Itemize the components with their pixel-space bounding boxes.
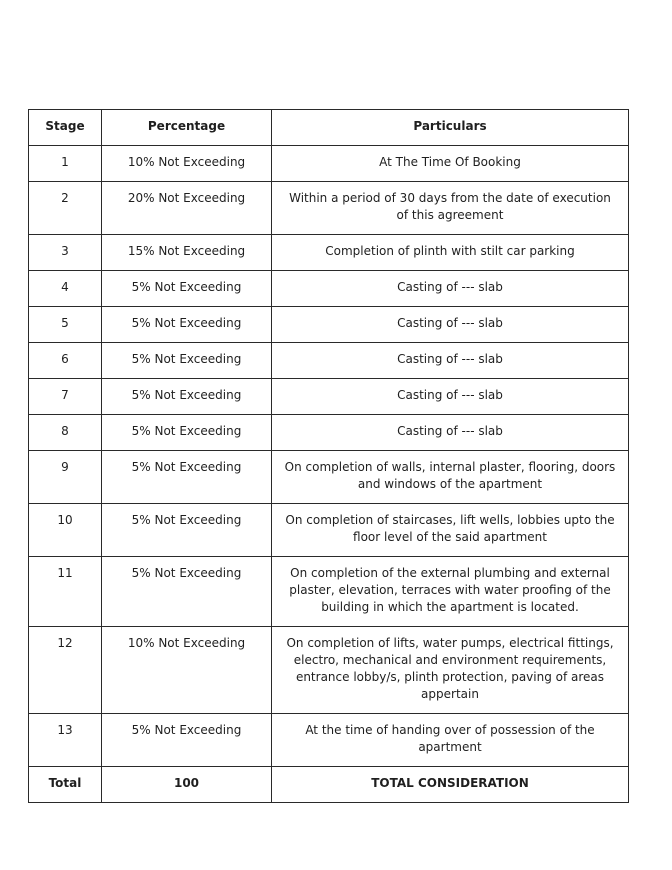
percentage-cell: 15% Not Exceeding — [102, 235, 272, 271]
particulars-cell: Casting of --- slab — [272, 271, 629, 307]
table-row — [29, 627, 629, 714]
table-row — [29, 307, 629, 343]
table-row — [29, 146, 629, 182]
percentage-cell: 5% Not Exceeding — [102, 557, 272, 627]
percentage-cell: 5% Not Exceeding — [102, 343, 272, 379]
header-stage: Stage — [29, 110, 102, 146]
percentage-cell: 10% Not Exceeding — [102, 627, 272, 714]
particulars-cell: Completion of plinth with stilt car parking — [272, 235, 629, 271]
table-row — [29, 182, 629, 235]
percentage-cell: 5% Not Exceeding — [102, 714, 272, 767]
percentage-cell: 5% Not Exceeding — [102, 504, 272, 557]
total-percentage: 100 — [102, 767, 272, 803]
percentage-cell: 10% Not Exceeding — [102, 146, 272, 182]
stage-cell: 12 — [29, 627, 102, 714]
stage-cell: 10 — [29, 504, 102, 557]
stage-cell: 1 — [29, 146, 102, 182]
particulars-cell: On completion of lifts, water pumps, electrical fittings, electro, mechanical and environment requirements, entrance lobby/s, plinth protection, paving of areas appertain — [272, 627, 629, 714]
table-row — [29, 271, 629, 307]
stage-cell: 5 — [29, 307, 102, 343]
percentage-cell: 5% Not Exceeding — [102, 307, 272, 343]
percentage-cell: 5% Not Exceeding — [102, 451, 272, 504]
total-stage: Total — [29, 767, 102, 803]
stage-cell: 11 — [29, 557, 102, 627]
stage-cell: 3 — [29, 235, 102, 271]
stage-cell: 9 — [29, 451, 102, 504]
table-body — [29, 146, 629, 803]
table-row — [29, 504, 629, 557]
table-header — [29, 110, 629, 146]
particulars-cell: Casting of --- slab — [272, 307, 629, 343]
particulars-cell: At The Time Of Booking — [272, 146, 629, 182]
stage-cell: 13 — [29, 714, 102, 767]
particulars-cell: At the time of handing over of possession of the apartment — [272, 714, 629, 767]
table-row — [29, 415, 629, 451]
table-row — [29, 343, 629, 379]
stage-cell: 4 — [29, 271, 102, 307]
particulars-cell: Casting of --- slab — [272, 415, 629, 451]
percentage-cell: 5% Not Exceeding — [102, 415, 272, 451]
total-row — [29, 767, 629, 803]
table-row — [29, 714, 629, 767]
stage-cell: 7 — [29, 379, 102, 415]
header-particulars: Particulars — [272, 110, 629, 146]
header-percentage: Percentage — [102, 110, 272, 146]
percentage-cell: 5% Not Exceeding — [102, 379, 272, 415]
stage-cell: 6 — [29, 343, 102, 379]
payment-schedule-table — [28, 109, 629, 803]
particulars-cell: On completion of walls, internal plaster, flooring, doors and windows of the apartment — [272, 451, 629, 504]
total-particulars: TOTAL CONSIDERATION — [272, 767, 629, 803]
particulars-cell: Casting of --- slab — [272, 343, 629, 379]
particulars-cell: On completion of the external plumbing and external plaster, elevation, terraces with water proofing of the building in which the apartment is located. — [272, 557, 629, 627]
particulars-cell: Within a period of 30 days from the date of execution of this agreement — [272, 182, 629, 235]
stage-cell: 2 — [29, 182, 102, 235]
particulars-cell: Casting of --- slab — [272, 379, 629, 415]
table-row — [29, 235, 629, 271]
stage-cell: 8 — [29, 415, 102, 451]
percentage-cell: 5% Not Exceeding — [102, 271, 272, 307]
header-row — [29, 110, 629, 146]
table-row — [29, 379, 629, 415]
table-row — [29, 451, 629, 504]
document-page — [28, 109, 629, 803]
particulars-cell: On completion of staircases, lift wells, lobbies upto the floor level of the said apartment — [272, 504, 629, 557]
table-row — [29, 557, 629, 627]
percentage-cell: 20% Not Exceeding — [102, 182, 272, 235]
